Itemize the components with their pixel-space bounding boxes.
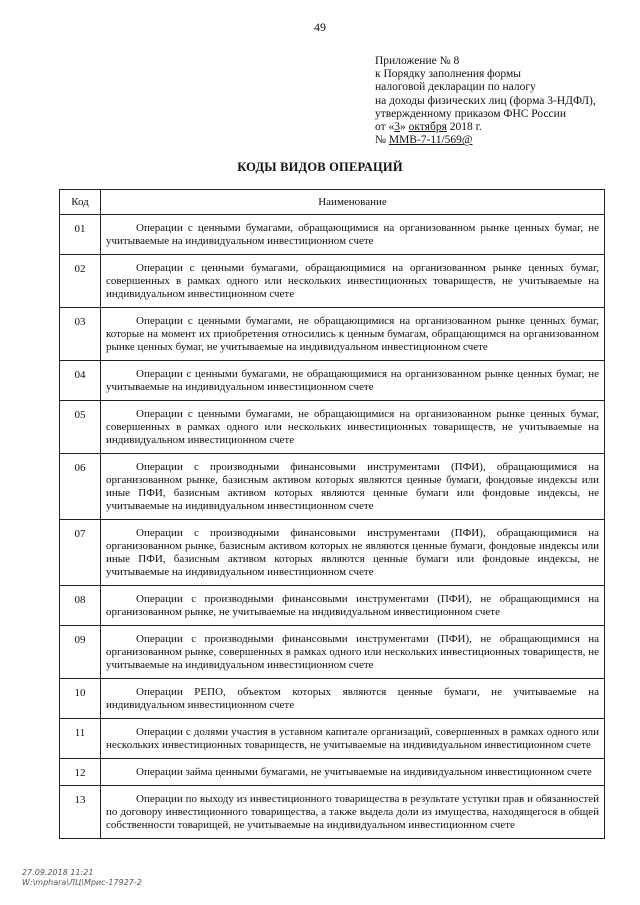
footer-timestamp: 27.09.2018 11:21 (22, 868, 94, 877)
row-name: Операции с ценными бумагами, не обращающимися на организованном рынке ценных бумаг, не учитываемые на индивидуальном инвестиционном счете (101, 361, 605, 401)
row-code: 02 (60, 255, 101, 308)
row-code: 05 (60, 401, 101, 454)
row-code: 04 (60, 361, 101, 401)
document-title: КОДЫ ВИДОВ ОПЕРАЦИЙ (237, 160, 403, 174)
date-month: октября (408, 121, 447, 134)
table-row (60, 719, 605, 759)
row-name: Операции РЕПО, объектом которых являются ценные бумаги, не учитываемые на индивидуальном инвестиционном счете (101, 679, 605, 719)
table-row (60, 401, 605, 454)
row-code: 10 (60, 679, 101, 719)
row-name: Операции с ценными бумагами, не обращающимися на организованном рынке ценных бумаг, совершенных в рамках одного или нескольких инвестиционных товариществ, не учитываемые на индивидуальном инвестиционном счете (101, 401, 605, 454)
table-row (60, 586, 605, 626)
row-code: 08 (60, 586, 101, 626)
appendix-block (375, 55, 625, 147)
row-name: Операции по выходу из инвестиционного товарищества в результате уступки прав и обязанностей по договору инвестиционного товарищества, а также выдела доли из имущества, находящегося в общей собственности товарищей, не учитываемые на индивидуальном инвестиционном счете (101, 786, 605, 839)
row-name: Операции с производными финансовыми инструментами (ПФИ), обращающимися на организованном рынке, базисным активом которых являются ценные бумаги, фондовые индексы или иные ПФИ, базисным активом которых являются ценные бумаги или фондовые индексы, не учитываемые на индивидуальном инвестиционном счете (101, 454, 605, 520)
row-code: 11 (60, 719, 101, 759)
appendix-line-4: на доходы физических лиц (форма 3-НДФЛ), (375, 94, 596, 107)
footer-file-path: W:\mphara\ЛЦ\Мрис-17927-2 (22, 878, 142, 887)
date-prefix: от « (375, 121, 395, 134)
row-code: 06 (60, 454, 101, 520)
table-row (60, 786, 605, 839)
row-name: Операции с производными финансовыми инструментами (ПФИ), не обращающимися на организованном рынке, не учитываемые на индивидуальном инвестиционном счете (101, 586, 605, 626)
appendix-line-2: к Порядку заполнения формы (375, 68, 521, 81)
row-name: Операции с ценными бумагами, обращающимися на организованном рынке ценных бумаг, не учитываемые на индивидуальном инвестиционном счете (101, 215, 605, 255)
table-row (60, 679, 605, 719)
row-code: 09 (60, 626, 101, 679)
table-header-row (60, 190, 605, 215)
date-year: 2018 г. (446, 121, 482, 134)
table-row (60, 361, 605, 401)
table-row (60, 626, 605, 679)
appendix-line-1: Приложение № 8 (375, 55, 460, 67)
appendix-line-3: налоговой декларации по налогу (375, 81, 536, 94)
row-code: 01 (60, 215, 101, 255)
date-day: 3 (394, 121, 400, 134)
table-row (60, 759, 605, 786)
table-row (60, 454, 605, 520)
footer-note (22, 868, 142, 888)
row-name: Операции с ценными бумагами, обращающимися на организованном рынке ценных бумаг, совершенных в рамках одного или нескольких инвестиционных товариществ, не учитываемые на индивидуальном инвестиционном счете (101, 255, 605, 308)
operation-codes-table (59, 189, 605, 839)
row-name: Операции займа ценными бумагами, не учитываемые на индивидуальном инвестиционном счете (101, 759, 605, 786)
page-number: 49 (314, 20, 326, 34)
row-name: Операции с производными финансовыми инструментами (ПФИ), обращающимися на организованном рынке, базисным активом которых не являются ценные бумаги, фондовые индексы или иные ПФИ, базисным активом которых являются ценные бумаги или фондовые индексы, не учитываемые на индивидуальном инвестиционном счете (101, 520, 605, 586)
table-row (60, 255, 605, 308)
appendix-date (375, 121, 625, 134)
appendix-line-5: утвержденному приказом ФНС России (375, 107, 566, 120)
table-row (60, 308, 605, 361)
appendix-order-number (375, 134, 625, 147)
row-name: Операции с долями участия в уставном капитале организаций, совершенных в рамках одного или нескольких инвестиционных товариществ, не учитываемые на индивидуальном инвестиционном счете (101, 719, 605, 759)
table-row (60, 520, 605, 586)
row-code: 13 (60, 786, 101, 839)
number-prefix: № (375, 134, 389, 147)
row-code: 03 (60, 308, 101, 361)
row-code: 12 (60, 759, 101, 786)
row-code: 07 (60, 520, 101, 586)
row-name: Операции с производными финансовыми инструментами (ПФИ), не обращающимися на организованном рынке, совершенных в рамках одного или нескольких инвестиционных товариществ, не учитываемые на индивидуальном инвестиционном счете (101, 626, 605, 679)
row-name: Операции с ценными бумагами, не обращающимися на организованном рынке ценных бумаг, которые на момент их приобретения относились к ценным бумагам, обращающимся на организованном рынке ценных бумаг, не учитываемые на индивидуальном инвестиционном счете (101, 308, 605, 361)
order-number: ММВ-7-11/569@ (388, 134, 473, 147)
date-mid: » (400, 121, 409, 134)
header-code: Код (60, 190, 101, 215)
table-row (60, 215, 605, 255)
header-name: Наименование (101, 190, 605, 215)
